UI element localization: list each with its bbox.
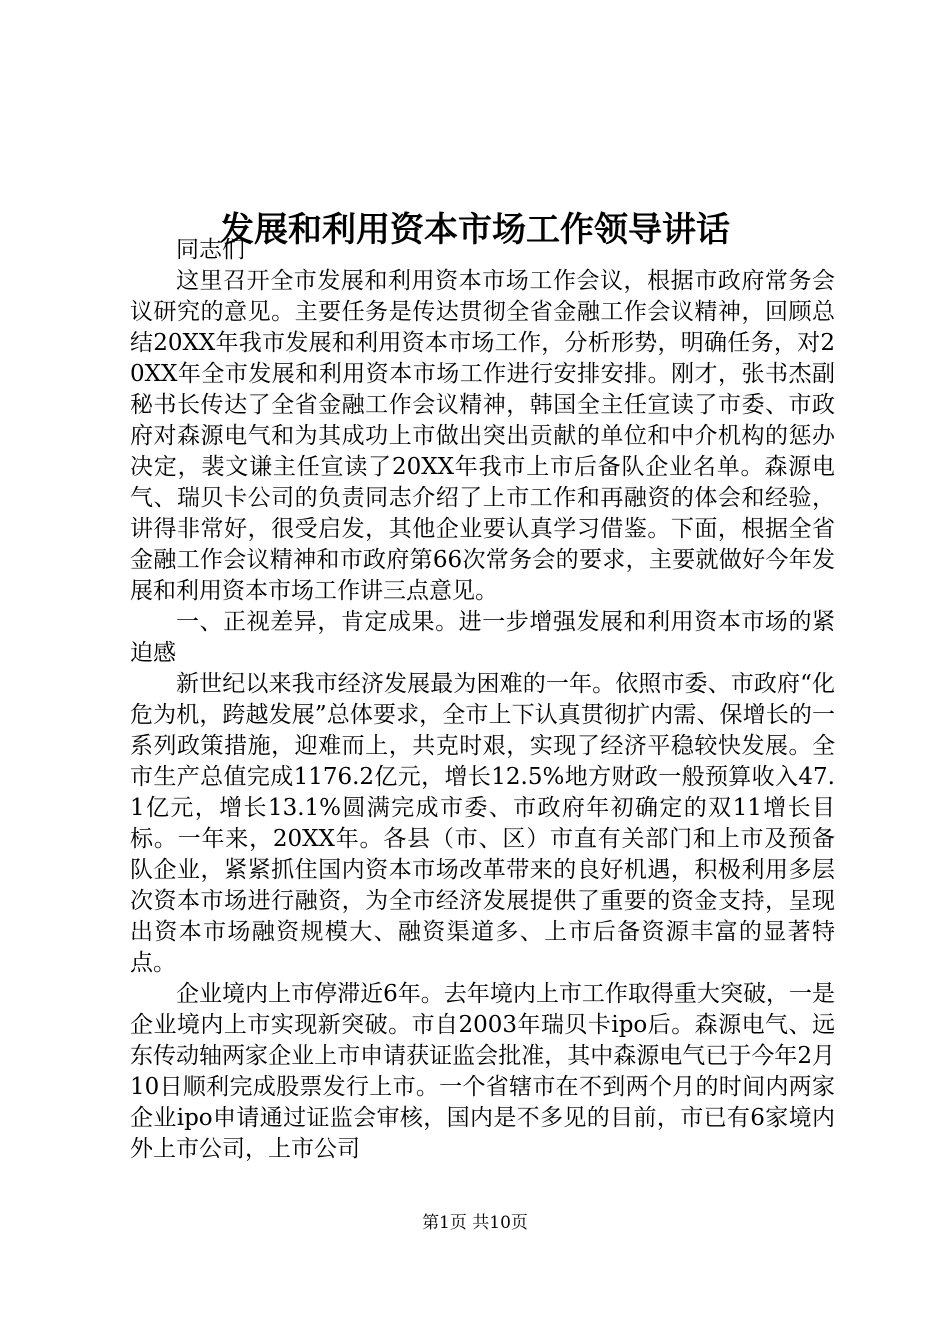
page-number-footer: 第1页 共10页: [422, 1213, 528, 1233]
intro-paragraph: 这里召开全市发展和利用资本市场工作会议，根据市政府常务会议研究的意见。主要任务是传达贯彻全省金融工作会议精神，回顾总结20XX年我市发展和利用资本市场工作，分析形势，明确任务，对20XX年全市发展和利用资本市场工作进行安排安排。刚才，张书杰副秘书长传达了全省金融工作会议精神，韩国全主任宣读了市委、市政府对森源电气和为其成功上市做出突出贡献的单位和中介机构的惩办决定，裴文谦主任宣读了20XX年我市上市后备队企业名单。森源电气、瑞贝卡公司的负责同志介绍了上市工作和再融资的体会和经验，讲得非常好，很受启发，其他企业要认真学习借鉴。下面，根据全省金融工作会议精神和市政府第66次常务会的要求，主要就做好今年发展和利用资本市场工作讲三点意见。: [130, 268, 835, 604]
listing-paragraph: 企业境内上市停滞近6年。去年境内上市工作取得重大突破，一是企业境内上市实现新突破。市自2003年瑞贝卡ipo后。森源电气、远东传动轴两家企业上市申请获证监会批准，其中森源电气已于今年2月10日顺利完成股票发行上市。一个省辖市在不到两个月的时间内两家企业ipo申请通过证监会审核，国内是不多见的目前，市已有6家境内外上市公司，上市公司: [130, 981, 835, 1162]
salutation-paragraph: 同志们: [176, 237, 245, 263]
document-body: [130, 235, 835, 1165]
section-heading-paragraph: 一、正视差异，肯定成果。进一步增强发展和利用资本市场的紧迫感: [130, 609, 835, 666]
document-title: 发展和利用资本市场工作领导讲话: [220, 209, 730, 250]
economy-paragraph: 新世纪以来我市经济发展最为困难的一年。依照市委、市政府“化危为机，跨越发展”总体要求，全市上下认真贯彻扩内需、保增长的一系列政策措施，迎难而上，共克时艰，实现了经济平稳较快发展。全市生产总值完成1176.2亿元，增长12.5%地方财政一般预算收入47.1亿元，增长13.1%圆满完成市委、市政府年初确定的双11增长目标。一年来，20XX年。各县（市、区）市直有关部门和上市及预备队企业，紧紧抓住国内资本市场改革带来的良好机遇，积极利用多层次资本市场进行融资，为全市经济发展提供了重要的资金支持，呈现出资本市场融资规模大、融资渠道多、上市后备资源丰富的显著特点。: [130, 671, 835, 976]
